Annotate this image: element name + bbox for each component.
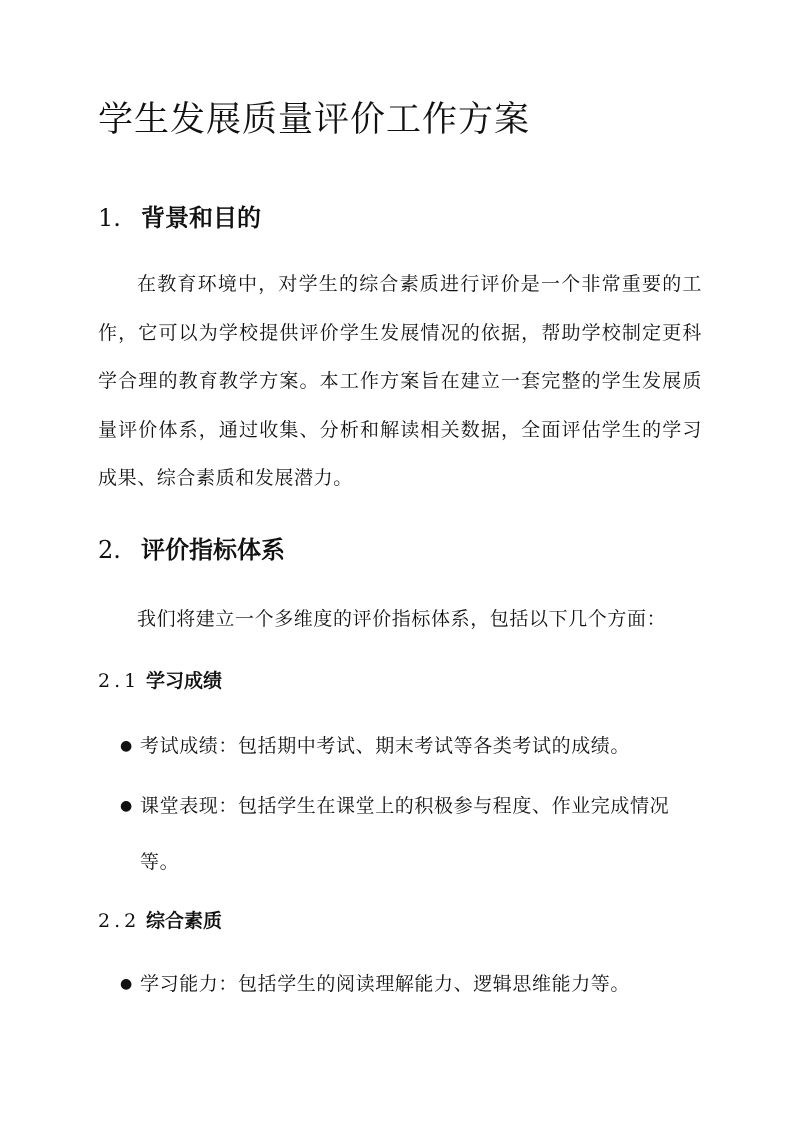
bullet-icon: ● (120, 798, 133, 814)
section-paragraph: 在教育环境中，对学生的综合素质进行评价是一个非常重要的工作，它可以为学校提供评价学生发展情况的依据，帮助学校制定更科学合理的教育教学方案。本工作方案旨在建立一套完整的学生发展质量评价体系，通过收集、分析和解读相关数据，全面评估学生的学习成果、综合素质和发展潜力。 (98, 273, 702, 489)
list-item-text: 考试成绩：包括期中考试、期末考试等各类考试的成绩。 (140, 735, 631, 757)
section-heading (98, 530, 285, 565)
subsection-heading (98, 906, 222, 933)
subsection-heading (98, 666, 222, 693)
subsection-title: 学习成绩 (146, 670, 223, 692)
list-item (98, 718, 702, 774)
list-item (98, 956, 702, 1012)
subsection-number: 2.1 (98, 670, 141, 692)
subsection-number: 2.2 (98, 910, 141, 932)
document-title: 学生发展质量评价工作方案 (98, 100, 531, 140)
bullet-icon: ● (120, 738, 133, 754)
list-item-text: 学习能力：包括学生的阅读理解能力、逻辑思维能力等。 (140, 973, 631, 995)
section-number: 2. (98, 536, 121, 564)
section-number: 1. (98, 204, 121, 232)
section-intro: 我们将建立一个多维度的评价指标体系，包括以下几个方面： (137, 608, 667, 630)
list-item (98, 778, 702, 890)
section-heading (98, 198, 261, 233)
list-item-text: 课堂表现：包括学生在课堂上的积极参与程度、作业完成情况等。 (140, 795, 670, 873)
subsection-title: 综合素质 (146, 910, 223, 932)
bullet-icon: ● (120, 976, 133, 992)
section-title: 评价指标体系 (141, 535, 285, 564)
section-title: 背景和目的 (141, 203, 261, 232)
